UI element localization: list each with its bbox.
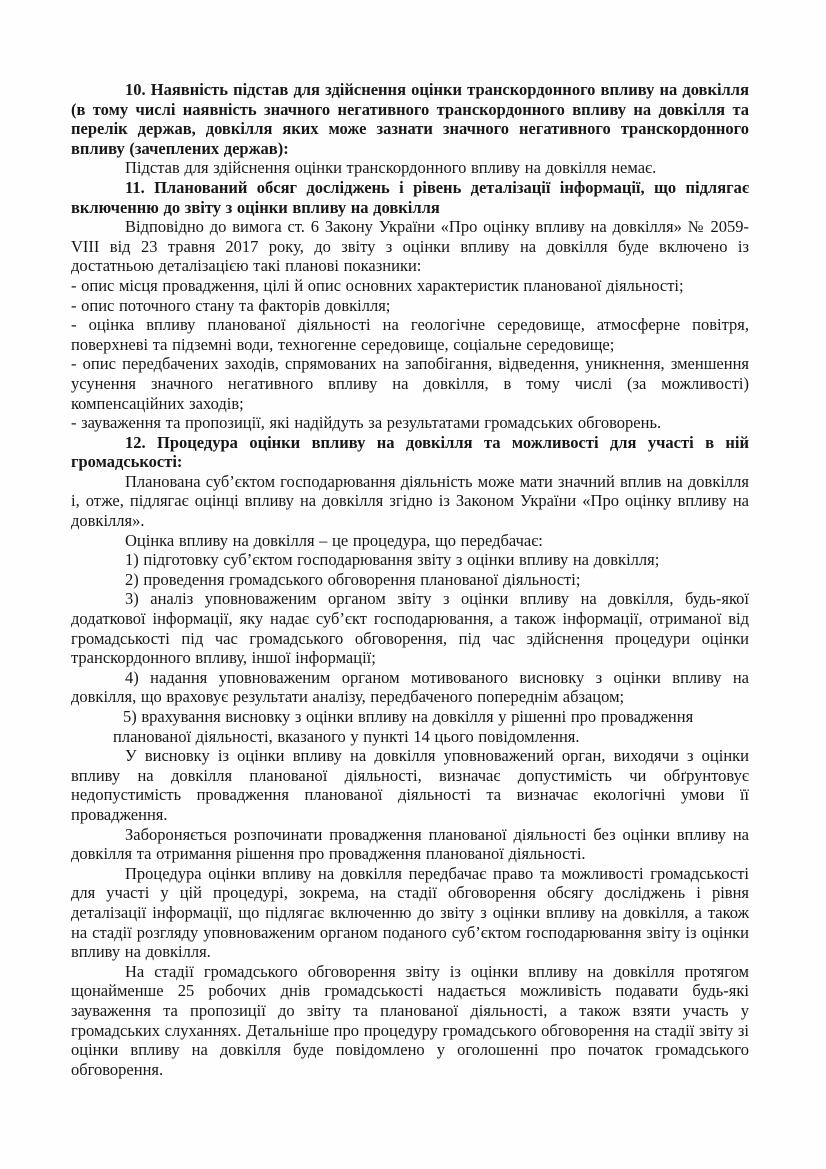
section-12-paragraph: У висновку із оцінки впливу на довкілля уповноважений орган, виходячи з оцінки впливу на довкілля планованої діяльності, визначає допустимість чи обґрунтовує недопустимість провадження планованої діяльності та визначає екологічні умови її провадження. (71, 746, 749, 824)
section-11-list-item: - опис місця провадження, цілі й опис основних характеристик планованої діяльності; (71, 275, 684, 295)
section-12-numbered-item: 2) проведення громадського обговорення планованої діяльності; (125, 569, 581, 589)
section-12-paragraph: Планована суб’єктом господарювання діяльність може мати значний вплив на довкілля і, отже, підлягає оцінці впливу на довкілля згідно із Законом України «Про оцінку впливу на довкілля». (71, 471, 749, 531)
section-11-intro-paragraph: Відповідно до вимога ст. 6 Закону України «Про оцінку впливу на довкілля» № 2059-VIII від 23 травня 2017 року, до звіту з оцінки впливу на довкілля буде включено із достатньою деталізацією такі планові показники: (71, 217, 749, 276)
section-12-paragraph: Оцінка впливу на довкілля – це процедура, що передбачає: (125, 530, 543, 550)
section-11-list-item: - оцінка впливу планованої діяльності на геологічне середовище, атмосферне повітря, поверхневі та підземні води, техногенне середовище, соціальне середовище; (71, 315, 749, 354)
section-12-paragraph: Процедура оцінки впливу на довкілля передбачає право та можливості громадськості для участі у цій процедурі, зокрема, на стадії обговорення обсягу досліджень і рівня деталізації інформації, що підлягає включенню до звіту з оцінки впливу на довкілля, а також на стадії розгляду уповноваженим органом поданого суб’єктом господарювання звіту із оцінки впливу на довкілля. (71, 863, 749, 962)
section-12-paragraph: Забороняється розпочинати провадження планованої діяльності без оцінки впливу на довкілля та отримання рішення про провадження планованої діяльності. (71, 824, 749, 864)
section-12-heading: 12. Процедура оцінки впливу на довкілля та можливості для участі в ній громадськості: (71, 432, 749, 472)
section-10-heading: 10. Наявність підстав для здійснення оцінки транскордонного впливу на довкілля (в тому числі наявність значного негативного транскордонного впливу на довкілля та перелік держав, довкілля яких може зазнати значного негативного транскордонного впливу (зачеплених держав): (71, 80, 749, 158)
section-12-paragraph: На стадії громадського обговорення звіту із оцінки впливу на довкілля протягом щонайменше 25 робочих днів громадськості надається можливість подавати будь-які зауваження та пропозиції до звіту та планованої діяльності, а також взяти участь у громадських слуханнях. Детальніше про процедуру громадського обговорення на стадії звіту зі оцінки впливу на довкілля буде повідомлено у оголошенні про початок громадського обговорення. (71, 961, 749, 1079)
section-12-numbered-item: 5) врахування висновку з оцінки впливу на довкілля у рішенні про провадження планованої діяльності, вказаного у пункті 14 цього повідомлення. (113, 707, 694, 746)
section-12-numbered-item: 3) аналіз уповноваженим органом звіту з оцінки впливу на довкілля, будь-якої додаткової інформації, яку надає суб’єкт господарювання, а також інформації, отриманої від громадськості під час громадського обговорення, під час здійснення процедури оцінки транскордонного впливу, іншої інформації; (71, 589, 749, 668)
section-11-list-item: - зауваження та пропозиції, які надійдуть за результатами громадських обговорень. (71, 413, 662, 433)
section-11-list-item: - опис поточного стану та факторів довкілля; (71, 295, 391, 315)
section-10-paragraph: Підстав для здійснення оцінки транскордонного впливу на довкілля немає. (125, 158, 657, 178)
section-11-heading: 11. Планований обсяг досліджень і рівень деталізації інформації, що підлягає включенню до звіту з оцінки впливу на довкілля (71, 177, 749, 217)
section-12-numbered-item: 1) підготовку суб’єктом господарювання звіту з оцінки впливу на довкілля; (125, 550, 660, 570)
section-12-numbered-item: 4) надання уповноваженим органом мотивованого висновку з оцінки впливу на довкілля, що враховує результати аналізу, передбаченого попереднім абзацом; (71, 667, 749, 707)
section-11-list-item: - опис передбачених заходів, спрямованих на запобігання, відведення, уникнення, зменшення усунення значного негативного впливу на довкілля, в тому числі (за можливості) компенсаційних заходів; (71, 354, 749, 413)
